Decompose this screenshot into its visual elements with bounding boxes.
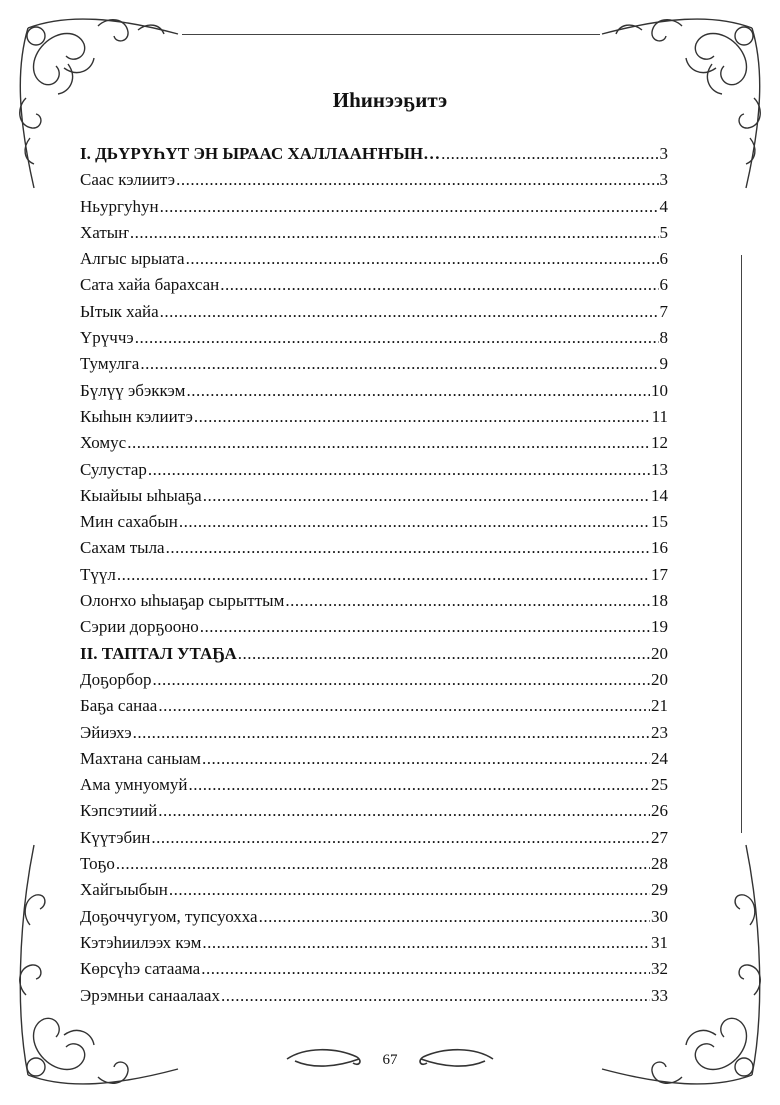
toc-entry-row [80, 693, 668, 719]
toc-entry-page: 29 [651, 880, 668, 900]
toc-entry-label: Ытык хайа [80, 301, 159, 321]
toc-entry-page: 20 [651, 643, 668, 663]
toc-entry-row [80, 562, 668, 588]
dot-leader [221, 983, 650, 1009]
dot-leader [441, 141, 658, 167]
dot-leader [116, 851, 650, 877]
toc-entry-label: Алгыс ырыата [80, 249, 185, 269]
toc-entry-row [80, 614, 668, 640]
toc-entry-page: 30 [651, 906, 668, 926]
toc-entry-label: Олоҥхо ыһыаҕар сырыттым [80, 591, 285, 611]
toc-entry-label: Сулустар [80, 459, 147, 479]
toc-entry-label: Доҕорбор [80, 669, 152, 689]
toc-entry-page: 19 [651, 617, 668, 637]
dot-leader [160, 299, 659, 325]
dot-leader [201, 956, 650, 982]
dot-leader [200, 614, 650, 640]
toc-entry-label: Мин сахабын [80, 512, 178, 532]
toc-entry-row [80, 667, 668, 693]
toc-entry-label: Үрүччэ [80, 328, 134, 348]
toc-entry-row [80, 325, 668, 351]
dot-leader [285, 588, 650, 614]
toc-entry-label: Кэпсэтиий [80, 801, 158, 821]
toc-entry-label: Кыһын кэлиитэ [80, 406, 193, 426]
toc-entry-label: Ама умнуомуй [80, 775, 188, 795]
toc-entry-page: 28 [651, 854, 668, 874]
toc-section-row [80, 641, 668, 667]
right-rule [741, 255, 742, 833]
toc-entry-row [80, 457, 668, 483]
toc-entry-row [80, 851, 668, 877]
toc-entry-label: Кыайыы ыһыаҕа [80, 485, 202, 505]
dot-leader [238, 641, 650, 667]
toc-entry-label: Сахам тыла [80, 538, 165, 558]
toc-entry-page: 25 [651, 775, 668, 795]
toc-entry-label: Тумулга [80, 354, 140, 374]
toc-entry-page: 21 [651, 696, 668, 716]
toc-entry-page: 33 [651, 985, 668, 1005]
toc-entry-row [80, 167, 668, 193]
toc-entry-page: 3 [659, 144, 668, 163]
dot-leader [220, 272, 658, 298]
dot-leader [202, 930, 650, 956]
toc-entry-label: Доҕоччугуом, тупсуохха [80, 906, 258, 926]
dot-leader [194, 404, 651, 430]
dot-leader [202, 746, 650, 772]
toc-entry-label: Баҕа санаа [80, 696, 158, 716]
toc-entry-row [80, 956, 668, 982]
toc-section-row [80, 141, 668, 167]
dot-leader [176, 167, 658, 193]
dot-leader [203, 483, 650, 509]
toc-entry-row [80, 535, 668, 561]
toc-entry-label: Хатыҥ [80, 222, 129, 242]
toc-entry-row [80, 746, 668, 772]
dot-leader [186, 246, 659, 272]
dot-leader [179, 509, 650, 535]
toc-entry-page: 6 [659, 249, 668, 269]
dot-leader [130, 220, 659, 246]
dot-leader [186, 378, 650, 404]
toc-entry-page: 6 [659, 275, 668, 295]
toc-entry-page: 8 [659, 328, 668, 348]
dot-leader [135, 325, 659, 351]
toc-entry-label: Ньургуһун [80, 196, 159, 216]
toc-entry-label: Көрсүһэ сатаама [80, 959, 201, 979]
toc-entry-page: 14 [651, 485, 668, 505]
dot-leader [148, 457, 650, 483]
table-of-contents [80, 141, 668, 1009]
toc-entry-page: 5 [659, 222, 668, 242]
toc-entry-page: 11 [651, 406, 668, 426]
toc-entry-page: 26 [651, 801, 668, 821]
toc-entry-label: Сата хайа барахсан [80, 275, 220, 295]
dot-leader [160, 194, 659, 220]
toc-entry-row [80, 720, 668, 746]
toc-entry-row [80, 825, 668, 851]
toc-entry-row [80, 430, 668, 456]
footer-flourish-right [415, 1043, 495, 1073]
toc-entry-label: Сэрии дорҕооно [80, 617, 199, 637]
toc-entry-row [80, 194, 668, 220]
toc-entry-page: 32 [651, 959, 668, 979]
toc-entry-page: 3 [659, 170, 668, 190]
page-number: 67 [382, 1052, 398, 1068]
dot-leader [133, 720, 650, 746]
toc-entry-row [80, 378, 668, 404]
toc-entry-page: 20 [651, 669, 668, 689]
toc-entry-page: 31 [651, 932, 668, 952]
dot-leader [127, 430, 650, 456]
toc-entry-page: 27 [651, 827, 668, 847]
toc-entry-row [80, 220, 668, 246]
toc-entry-label: Түүл [80, 564, 116, 584]
toc-entry-row [80, 483, 668, 509]
toc-entry-row [80, 877, 668, 903]
toc-entry-row [80, 272, 668, 298]
toc-entry-label: Эрэмньи санаалаах [80, 985, 220, 1005]
toc-entry-page: 16 [651, 538, 668, 558]
toc-entry-row [80, 299, 668, 325]
toc-entry-row [80, 904, 668, 930]
toc-entry-row [80, 588, 668, 614]
dot-leader [158, 798, 650, 824]
toc-entry-page: 13 [651, 459, 668, 479]
toc-entry-label: Күүтэбин [80, 827, 151, 847]
toc-entry-page: 24 [651, 748, 668, 768]
toc-entry-row [80, 772, 668, 798]
toc-entry-label: Эйиэхэ [80, 722, 132, 742]
toc-entry-row [80, 351, 668, 377]
toc-entry-page: 9 [659, 354, 668, 374]
toc-entry-label: I. ДЬҮРҮҺҮТ ЭН ЫРААС ХАЛЛААҤҤЫН… [80, 144, 441, 163]
toc-entry-page: 18 [651, 591, 668, 611]
dot-leader [151, 825, 650, 851]
toc-entry-label: Саас кэлиитэ [80, 170, 176, 190]
toc-entry-row [80, 798, 668, 824]
dot-leader [153, 667, 650, 693]
toc-entry-row [80, 404, 668, 430]
dot-leader [188, 772, 650, 798]
toc-entry-page: 10 [651, 380, 668, 400]
toc-entry-page: 4 [659, 196, 668, 216]
toc-entry-label: II. ТАПТАЛ УТАҔА [80, 643, 237, 663]
dot-leader [166, 535, 650, 561]
dot-leader [140, 351, 658, 377]
toc-entry-label: Хомус [80, 433, 127, 453]
toc-entry-row [80, 509, 668, 535]
toc-entry-label: Хайгыыбын [80, 880, 168, 900]
toc-entry-page: 17 [651, 564, 668, 584]
toc-entry-row [80, 983, 668, 1009]
dot-leader [117, 562, 650, 588]
toc-entry-label: Тоҕо [80, 854, 115, 874]
dot-leader [169, 877, 650, 903]
top-rule [182, 34, 600, 35]
dot-leader [259, 904, 650, 930]
dot-leader [158, 693, 650, 719]
toc-entry-row [80, 246, 668, 272]
toc-entry-page: 12 [651, 433, 668, 453]
toc-entry-page: 15 [651, 512, 668, 532]
page-title: Иһинээҕитэ [332, 88, 448, 112]
toc-entry-page: 23 [651, 722, 668, 742]
toc-entry-row [80, 930, 668, 956]
toc-entry-label: Бүлүү эбэккэм [80, 380, 186, 400]
toc-entry-label: Махтана саныам [80, 748, 201, 768]
toc-entry-page: 7 [659, 301, 668, 321]
toc-entry-label: Кэтэһиилээх кэм [80, 932, 202, 952]
